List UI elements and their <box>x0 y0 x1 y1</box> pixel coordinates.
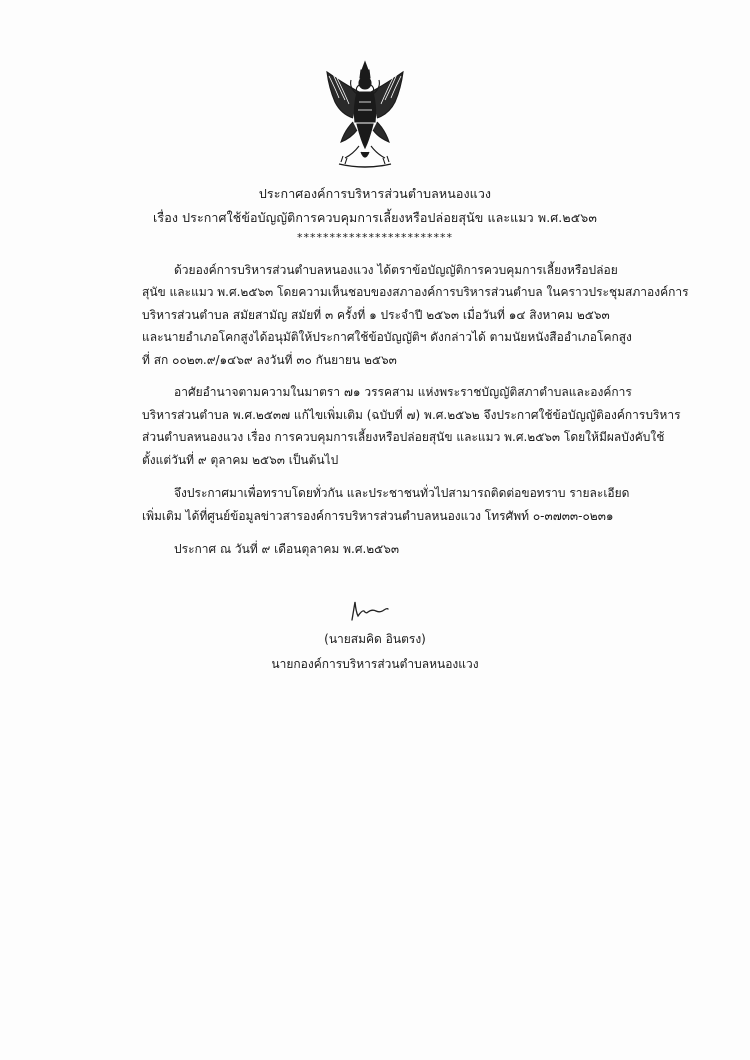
paragraph-2-line: อาศัยอำนาจตามความในมาตรา ๗๑ วรรคสาม แห่งพระราชบัญญัติสภาตำบลและองค์การ <box>174 385 632 399</box>
announced-date-text: ประกาศ ณ วันที่ ๙ เดือนตุลาคม พ.ศ.๒๕๖๓ <box>174 542 400 556</box>
paragraph-1-line: ที่ สก ๐๐๒๓.๙/๑๔๖๙ ลงวันที่ ๓๐ กันยายน ๒๕๖๓ <box>142 353 397 367</box>
paragraph-3-line: จึงประกาศมาเพื่อทราบโดยทั่วกัน และประชาชนทั่วไปสามารถติดต่อขอทราบ รายละเอียด <box>174 486 630 500</box>
paragraph-1-line: บริหารส่วนตำบล สมัยสามัญ สมัยที่ ๓ ครั้งที่ ๑ ประจำปี ๒๕๖๓ เมื่อวันที่ ๑๔ สิงหาคม ๒๕๖๓ <box>142 308 610 322</box>
handwritten-signature-icon <box>348 598 392 624</box>
paragraph-1-line: ด้วยองค์การบริหารส่วนตำบลหนองแวง ได้ตราข้อบัญญัติการควบคุมการเลี้ยงหรือปล่อย <box>174 263 618 277</box>
garuda-emblem-icon <box>321 58 409 172</box>
paragraph-3-line: เพิ่มเติม ได้ที่ศูนย์ข้อมูลข่าวสารองค์การบริหารส่วนตำบลหนองแวง โทรศัพท์ ๐-๓๗๓๓-๐๒๓๑ <box>142 509 614 523</box>
paragraph-1-line: สุนัข และแมว พ.ศ.๒๕๖๓ โดยความเห็นชอบของสภาองค์การบริหารส่วนตำบล ในคราวประชุมสภาองค์การ <box>142 285 689 299</box>
paragraph-2-line: ส่วนตำบลหนองแวง เรื่อง การควบคุมการเลี้ยงหรือปล่อยสุนัข และแมว พ.ศ.๒๕๖๓ โดยให้มีผลบังคับใช้ <box>142 430 665 444</box>
paragraph-1-line: และนายอำเภอโคกสูงได้อนุมัติให้ประกาศใช้ข้อบัญญัติฯ ดังกล่าวได้ ตามนัยหนังสืออำเภอโคกสูง <box>142 330 632 344</box>
paragraph-2-line: บริหารส่วนตำบล พ.ศ.๒๕๓๗ แก้ไขเพิ่มเติม (ฉบับที่ ๗) พ.ศ.๒๕๖๒ จึงประกาศใช้ข้อบัญญัติองค์การบริหาร <box>142 408 681 422</box>
signatory-position: นายกองค์การบริหารส่วนตำบลหนองแวง <box>271 657 479 671</box>
announcement-subject: เรื่อง ประกาศใช้ข้อบัญญัติการควบคุมการเลี้ยงหรือปล่อยสุนัข และแมว พ.ศ.๒๕๖๓ <box>153 210 597 225</box>
title-separator: ************************ <box>297 231 453 244</box>
paragraph-2-line: ตั้งแต่วันที่ ๙ ตุลาคม ๒๕๖๓ เป็นต้นไป <box>142 453 339 467</box>
announcement-title: ประกาศองค์การบริหารส่วนตำบลหนองแวง <box>258 186 492 201</box>
signatory-name: (นายสมคิด อินตรง) <box>324 632 426 646</box>
